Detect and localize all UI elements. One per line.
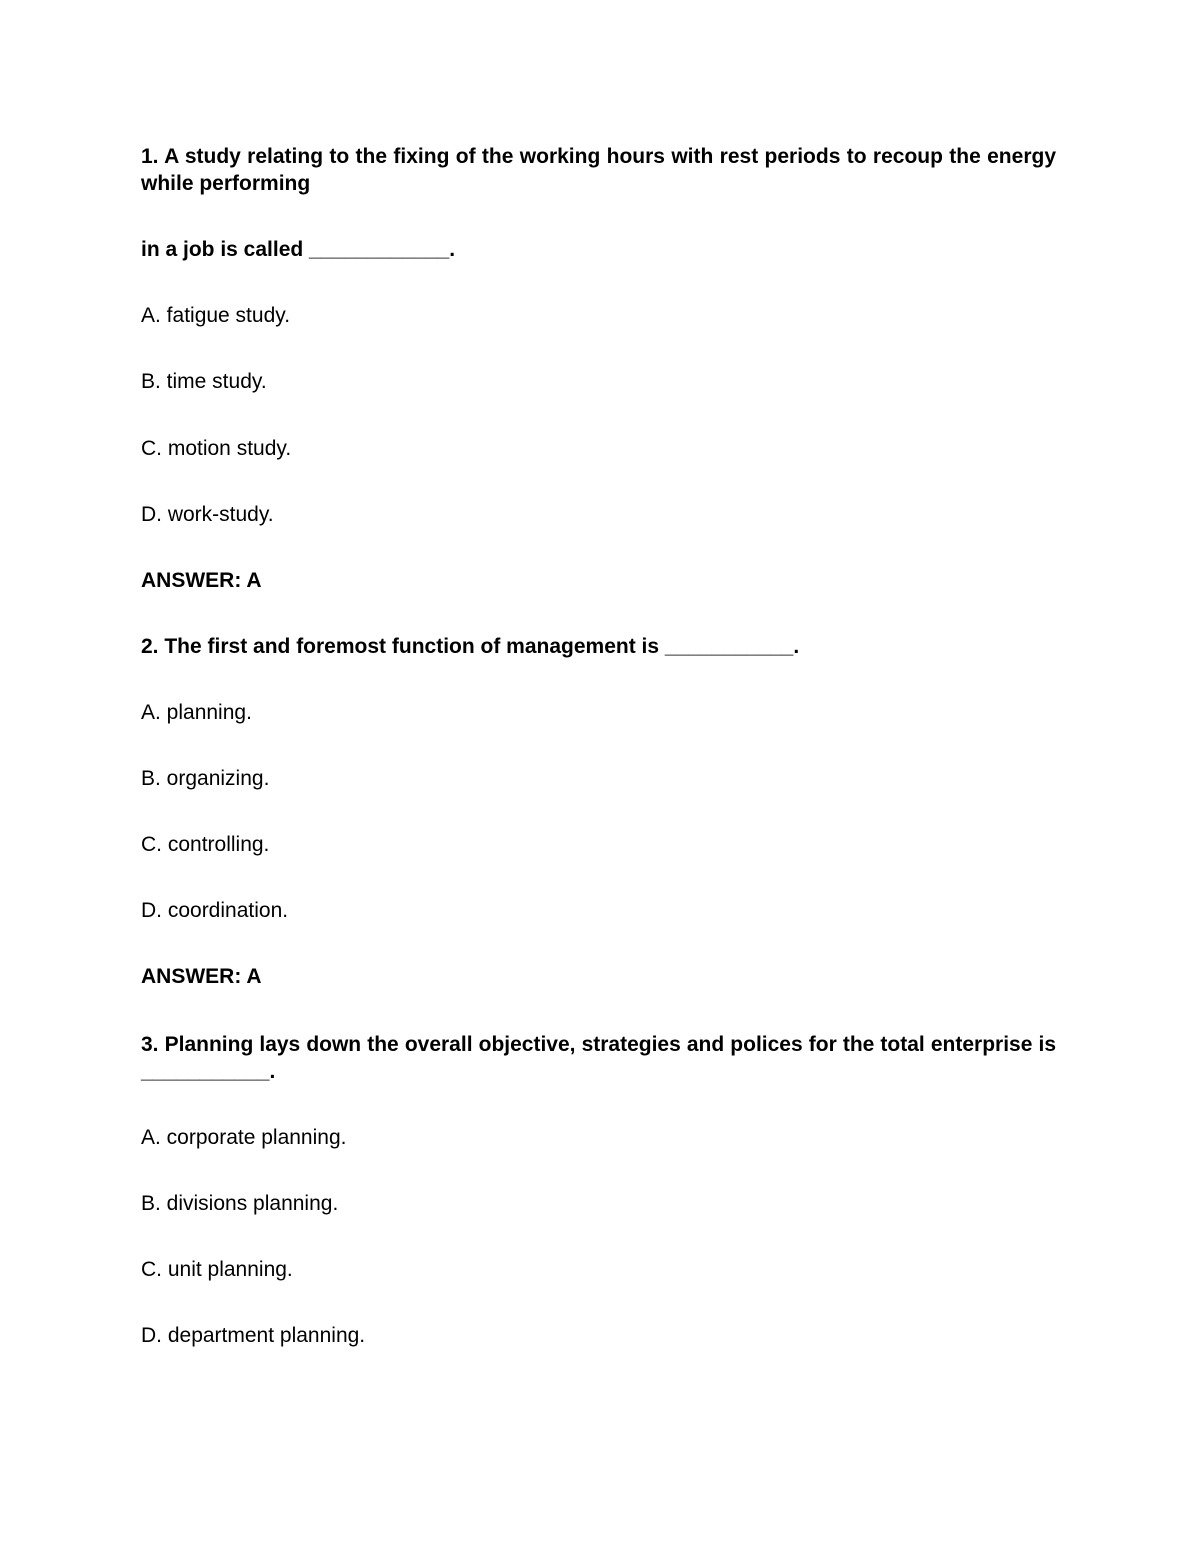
- question-3-option-c: C. unit planning.: [141, 1258, 293, 1281]
- question-2-option-b: B. organizing.: [141, 767, 270, 790]
- question-1-stem: 1. A study relating to the fixing of the working hours with rest periods to recoup the energy while performing: [141, 145, 1056, 195]
- question-1-option-a: A. fatigue study.: [141, 304, 291, 327]
- question-1-option-d: D. work-study.: [141, 503, 274, 526]
- question-3-option-a: A. corporate planning.: [141, 1126, 347, 1149]
- question-2-answer: ANSWER: A: [141, 965, 262, 988]
- question-1-answer: ANSWER: A: [141, 569, 262, 592]
- question-1-option-b: B. time study.: [141, 370, 267, 393]
- question-2-option-a: A. planning.: [141, 701, 252, 724]
- question-3-stem: 3. Planning lays down the overall objective, strategies and polices for the total enterprise is ___________.: [141, 1033, 1056, 1083]
- question-1-stem-continued: in a job is called ____________.: [141, 238, 456, 261]
- question-3-option-b: B. divisions planning.: [141, 1192, 339, 1215]
- question-3-option-d: D. department planning.: [141, 1324, 366, 1347]
- question-2-stem: 2. The first and foremost function of management is ___________.: [141, 635, 800, 658]
- question-1-option-c: C. motion study.: [141, 437, 292, 460]
- question-2-option-c: C. controlling.: [141, 833, 270, 856]
- question-2-option-d: D. coordination.: [141, 899, 289, 922]
